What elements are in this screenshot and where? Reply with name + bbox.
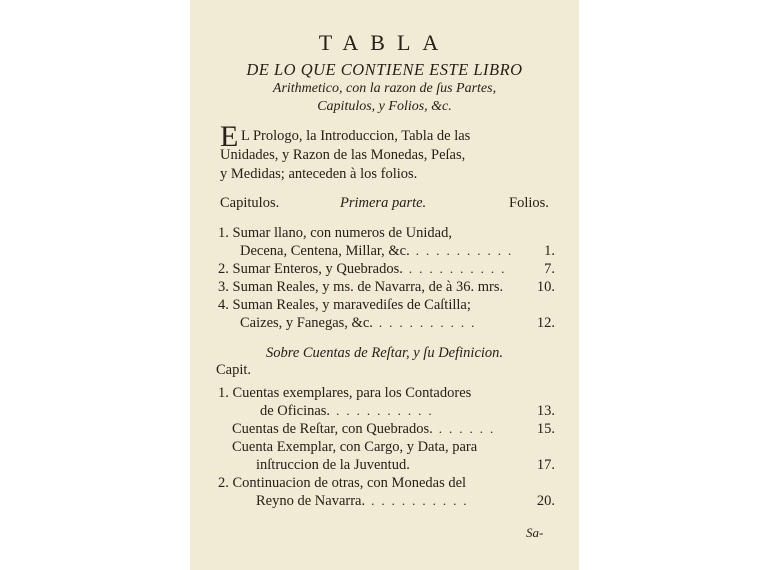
intro-line-1: L Prologo, la Introduccion, Tabla de las: [241, 128, 471, 144]
toc-entry: [232, 421, 555, 438]
toc-entry-text: Cuenta Exemplar, con Cargo, y Data, para: [232, 439, 478, 455]
leader-dots: ..........: [408, 261, 512, 276]
toc-entry: [218, 475, 555, 492]
toc-entry-text: Caizes, y Fanegas, &c.: [240, 315, 373, 331]
toc-entry: [240, 243, 555, 260]
toc-entry-text: 4. Suman Reales, y maravediſes de Caſtilla;: [218, 297, 471, 313]
section-capit-label: Capit.: [216, 362, 252, 378]
subtitle-line-3: Capitulos, y Folios, &c.: [317, 99, 452, 114]
toc-entry-folio: 15.: [536, 421, 555, 437]
toc-entry: [218, 385, 555, 402]
toc-entry: [232, 439, 555, 456]
toc-entry-text: inſtruccion de la Juventud.: [256, 457, 410, 473]
catchword: Sa-: [526, 525, 544, 540]
subtitle-line-2: Arithmetico, con la razon de ſus Partes,: [272, 81, 497, 96]
header-capitulos: Capitulos.: [220, 195, 280, 211]
toc-entry-folio: 12.: [536, 315, 555, 331]
subtitle-line-1: DE LO QUE CONTIENE ESTE LIBRO: [246, 60, 523, 79]
leader-dots: ..........: [378, 315, 482, 330]
leader-dots: ..........: [336, 403, 439, 418]
toc-entry: [240, 315, 555, 332]
page-title: TABLA: [318, 30, 451, 55]
toc-entry-text: 3. Suman Reales, y ms. de Navarra, de à 36. mrs.: [218, 279, 504, 295]
toc-entry: [218, 297, 555, 314]
toc-entry-text: Decena, Centena, Millar, &c.: [240, 243, 410, 259]
toc-entry: [256, 493, 555, 510]
toc-entry-folio: 7.: [544, 261, 555, 277]
toc-entry-text: 1. Cuentas exemplares, para los Contadores: [218, 385, 472, 401]
leader-dots: ..........: [415, 243, 519, 258]
toc-entry-text: Reyno de Navarra.: [256, 493, 366, 509]
leader-dots: ......: [438, 421, 501, 436]
toc-entry-folio: 20.: [536, 493, 555, 509]
toc-entry: [256, 457, 555, 474]
leader-dots: ..........: [371, 493, 474, 508]
toc-entry: [218, 261, 555, 278]
drop-initial: E: [220, 120, 239, 153]
toc-entry-folio: 13.: [536, 403, 555, 419]
toc-entry-text: 1. Sumar llano, con numeros de Unidad,: [218, 225, 452, 241]
toc-entry-text: Cuentas de Reſtar, con Quebrados.: [232, 421, 433, 437]
toc-entry-text: 2. Continuacion de otras, con Monedas del: [218, 475, 467, 491]
toc-entry-folio: 10.: [536, 279, 555, 295]
toc-entry-folio: 17.: [536, 457, 555, 473]
intro-line-2: Unidades, y Razon de las Monedas, Peſas,: [220, 147, 466, 163]
header-folios: Folios.: [509, 195, 549, 211]
toc-entry-text: de Oficinas.: [260, 403, 331, 419]
book-page: [190, 0, 579, 570]
toc-entry: [218, 279, 555, 296]
toc-entry: [218, 225, 555, 242]
toc-entry-folio: 1.: [544, 243, 555, 259]
toc-entry: [260, 403, 555, 420]
intro-line-3: y Medidas; anteceden à los folios.: [220, 166, 418, 182]
toc-entry-text: 2. Sumar Enteros, y Quebrados.: [218, 261, 403, 277]
section-title: Sobre Cuentas de Reſtar, y ſu Definicion.: [265, 345, 504, 361]
header-primera-parte: Primera parte.: [340, 195, 427, 211]
